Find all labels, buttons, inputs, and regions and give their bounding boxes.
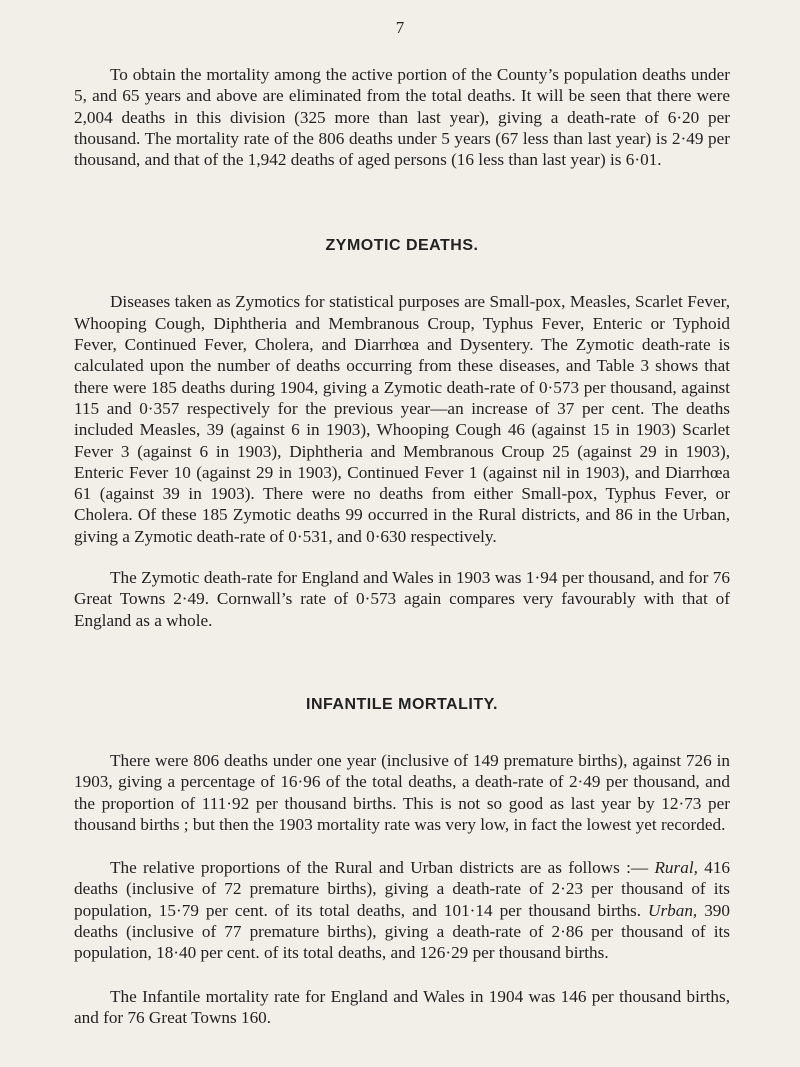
infantile-paragraph-3: The Infantile mortality rate for England and Wales in 1904 was 146 per thousand births, and for 76 Great Towns 160.	[74, 986, 730, 1027]
rural-label: Rural,	[654, 858, 698, 878]
page-body	[74, 64, 730, 1028]
infantile-paragraph-1: There were 806 deaths under one year (inclusive of 149 premature births), against 726 in 1903, giving a percentage of 16·96 of the total deaths, a death-rate of 2·49 per thousand, and the proportion of 111·92 per thousand births. This is not so good as last year by 12·73 per thousand births ; but then the 1903 mortality rate was very low, in fact the lowest yet recorded.	[74, 750, 730, 834]
zymotic-deaths-heading: ZYMOTIC DEATHS.	[325, 237, 479, 255]
page-number: 7	[395, 18, 405, 37]
urban-text: 390 deaths (inclusive of 77 premature births), giving a death-rate of 2·86 per thousand of its population, 18·40 per cent. of its total deaths, and 126·29 per thousand births.	[74, 900, 730, 963]
intro-paragraph: To obtain the mortality among the active portion of the County’s population deaths under 5, and 65 years and above are eliminated from the total deaths. It will be seen that there were 2,004 deaths in this division (325 more than last year), giving a death-rate of 6·20 per thousand. The mortality rate of the 806 deaths under 5 years (67 less than last year) is 2·49 per thousand, and that of the 1,942 deaths of aged persons (16 less than last year) is 6·01.	[74, 65, 730, 170]
zymotic-paragraph-1: Diseases taken as Zymotics for statistical purposes are Small-pox, Measles, Scarlet Fever, Whooping Cough, Diphtheria and Membranous Croup, Typhus Fever, Enteric or Typhoid Fever, Continued Fever, Cholera, and Diarrhœa and Dysentery. The Zymotic death-rate is calculated upon the number of deaths occurring from these diseases, and Table 3 shows that there were 185 deaths during 1904, giving a Zymotic death-rate of 0·573 per thousand, against 115 and 0·357 respectively for the previous year—an increase of 37 per cent. The deaths included Measles, 39 (against 6 in 1903), Whooping Cough 46 (against 15 in 1903) Scarlet Fever 3 (against 6 in 1903), Diphtheria and Membranous Croup 25 (against 29 in 1903), Enteric Fever 10 (against 29 in 1903), Continued Fever 1 (against nil in 1903), and Diarrhœa 61 (against 39 in 1903). There were no deaths from either Small-pox, Typhus Fever, or Cholera. Of these 185 Zymotic deaths 99 occurred in the Rural districts, and 86 in the Urban, giving a Zymotic death-rate of 0·531, and 0·630 respectively.	[74, 292, 730, 546]
infantile-mortality-heading: INFANTILE MORTALITY.	[306, 695, 498, 713]
zymotic-paragraph-2: The Zymotic death-rate for England and Wales in 1903 was 1·94 per thousand, and for 76 Great Towns 2·49. Cornwall’s rate of 0·573 again compares very favourably with that of England as a whole.	[74, 568, 730, 630]
urban-label: Urban,	[648, 900, 698, 920]
infantile-paragraph-2	[74, 857, 730, 963]
proportions-lead: The relative proportions of the Rural and Urban districts are as follows :—	[110, 858, 649, 878]
rural-text: 416 deaths (inclusive of 72 premature births), giving a death-rate of 2·23 per thousand of its population, 15·79 per cent. of its total deaths, and 101·14 per thousand births.	[74, 858, 731, 920]
